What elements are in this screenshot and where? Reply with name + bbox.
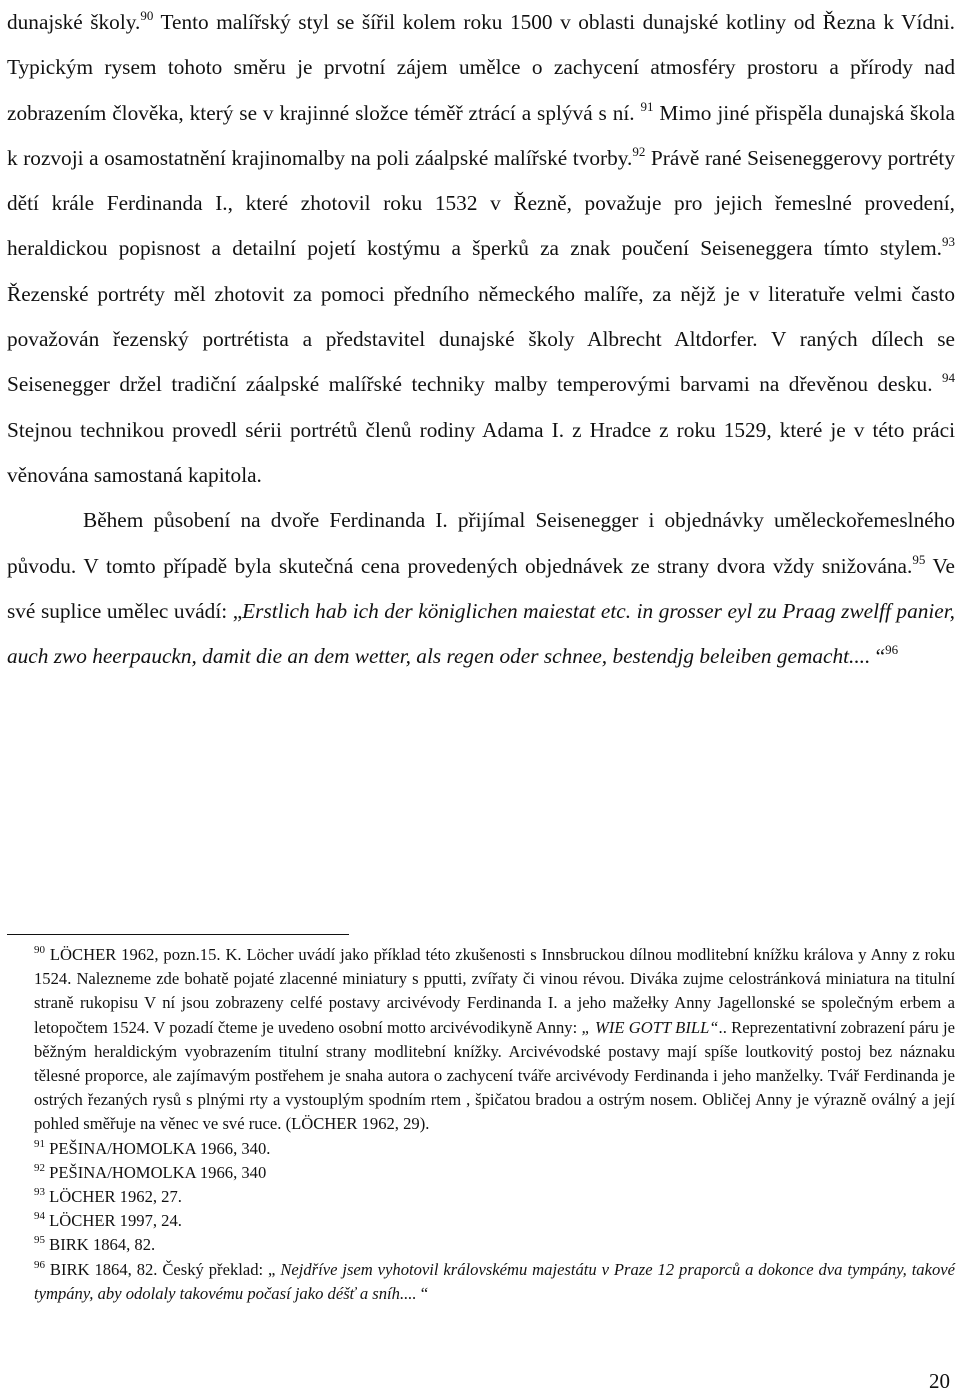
paragraph-1 <box>7 0 955 498</box>
footnote-text: “ <box>416 1283 429 1303</box>
german-quote: Erstlich hab ich der königlichen maiestat etc. in grosser eyl zu Praag zwelff panier, auch zwo heerpauckn, damit die an dem wetter, als regen oder schnee, bestendjg beleiben gemacht.... <box>7 598 955 669</box>
main-text <box>7 0 955 679</box>
footnote-96 <box>7 1258 955 1306</box>
footnote-separator <box>7 934 349 935</box>
footnote-ref-90[interactable]: 90 <box>140 8 154 23</box>
footnote-text: BIRK 1864, 82. <box>45 1235 156 1255</box>
text-run: Mimo jiné přispěla dunajská škola k rozvoji a osamostatnění krajinomalby na poli záalpské malířské tvorby. <box>7 100 955 170</box>
text-run: Stejnou technikou provedl sérii portrétů členů rodiny Adama I. z Hradce z roku 1529, které je v této práci věnována samostaná kapitola. <box>7 417 955 487</box>
footnote-text: PEŠINA/HOMOLKA 1966, 340 <box>45 1162 267 1182</box>
footnote-text: LÖCHER 1962, pozn.15. K. Löcher uvádí jako příklad této zkušenosti s Innsbruckou dílnou modlitební knížku králova y Anny z roku 1524. Nalezneme zde bohatě pojaté zlacenné miniatury s pputti, zvířaty či vinou révou. Diváka zujme celostránková miniatura na titulní straně rukopisu V ní jsou zobrazeny celfé postavy arcivévody Ferdinanda I. a jeho mažełky Anny Jagellonské se společným erbem a letopočtem 1524. V pozadí čteme je uvedeno osobní motto arcivévodikyně Anny: <box>34 945 955 1037</box>
footnote-ref-93[interactable]: 93 <box>942 234 955 250</box>
text-run: Tento malířský styl se šířil kolem roku 1500 v oblasti dunajské kotliny od Řezna k Vídni. Typickým rysem tohoto směru je prvotní zájem umělce o zachycení atmosféry prostoru a přírody nad zobrazením člověka, který se v krajinné složce téměř ztrácí a splývá s ní. <box>7 10 955 125</box>
footnote-text: LÖCHER 1962, 27. <box>45 1187 182 1207</box>
footnote-text: PEŠINA/HOMOLKA 1966, 340. <box>45 1138 271 1158</box>
footnote-93 <box>7 1185 955 1209</box>
footnote-90 <box>7 943 955 1137</box>
footnote-number: 90 <box>34 944 45 956</box>
footnote-text: LÖCHER 1997, 24. <box>45 1211 182 1231</box>
footnote-ref-96[interactable]: 96 <box>885 642 899 658</box>
footnote-91 <box>7 1137 955 1161</box>
motto-text: „ WIE GOTT BILL“ <box>581 1017 719 1037</box>
footnote-ref-92[interactable]: 92 <box>632 143 646 159</box>
text-run: Právě rané Seiseneggerovy portréty dětí krále Ferdinanda I., které zhotovil roku 1532 v Řezně, považuje pro jejich řemeslné provedení, heraldickou popisnost a detailní pojetí kostýmu a šperků za znak poučení Seiseneggera tímto stylem. <box>7 145 955 261</box>
footnote-number: 92 <box>34 1161 45 1174</box>
footnote-number: 94 <box>34 1210 45 1223</box>
footnote-ref-95[interactable]: 95 <box>912 551 926 567</box>
footnote-number: 95 <box>34 1234 45 1247</box>
text-run: “ <box>870 644 886 669</box>
footnote-text: .. Reprezentativní zobrazení páru je běžným heraldickým vyobrazením titulní strany modlitební knížky. Arcivévodské postavy mají spíše loutkovitý postoj bez náznaku tělesné proporce, ale zajímavým postřehem je snaha autora o zachycení tváře arcivévody Ferdinanda i jeho manželky. Tvář Ferdinanda je ostrých řezaných rysů s plnými rty a vystouplým spodním rtem , špičatou bradou a ostrým nosem. Obličej Anny je výrazně oválný a její pohled směřuje na věnec ve své ruce. (LÖCHER 1962, 29). <box>34 1017 955 1134</box>
footnote-ref-94[interactable]: 94 <box>942 370 955 386</box>
footnote-94 <box>7 1209 955 1233</box>
footnote-ref-91[interactable]: 91 <box>640 98 654 114</box>
footnote-number: 93 <box>34 1186 45 1199</box>
footnote-text: BIRK 1864, 82. Český překlad: „ <box>45 1259 281 1279</box>
paragraph-2 <box>7 498 955 679</box>
text-run: Během působení na dvoře Ferdinanda I. přijímal Seisenegger i objednávky uměleckořemeslného původu. V tomto případě byla skutečná cena provedených objednávek ze strany dvora vždy snižována. <box>7 508 955 578</box>
text-run: dunajské školy. <box>7 10 141 34</box>
translation-quote: Nejdříve jsem vyhotovil královskému majestátu v Praze 12 praporců a dokonce dva tympány, takové tympány, aby odolaly takovému počasí jako déšť a sníh.... <box>34 1259 955 1303</box>
page-number: 20 <box>929 1369 950 1393</box>
text-run: Řezenské portréty měl zhotovit za pomoci předního německého malíře, za nějž je v literatuře velmi často považován řezenský portrétista a představitel dunajské školy Albrecht Altdorfer. V raných dílech se Seisenegger držel tradiční záalpské malířské techniky malby temperovými barvami na dřevěnou desku. <box>7 281 955 397</box>
footnote-number: 96 <box>34 1258 45 1271</box>
footnotes <box>7 943 955 1306</box>
footnote-95 <box>7 1233 955 1257</box>
footnote-number: 91 <box>34 1137 45 1150</box>
footnote-92 <box>7 1161 955 1185</box>
text-run: Ve své suplice umělec uvádí: „ <box>7 553 955 623</box>
